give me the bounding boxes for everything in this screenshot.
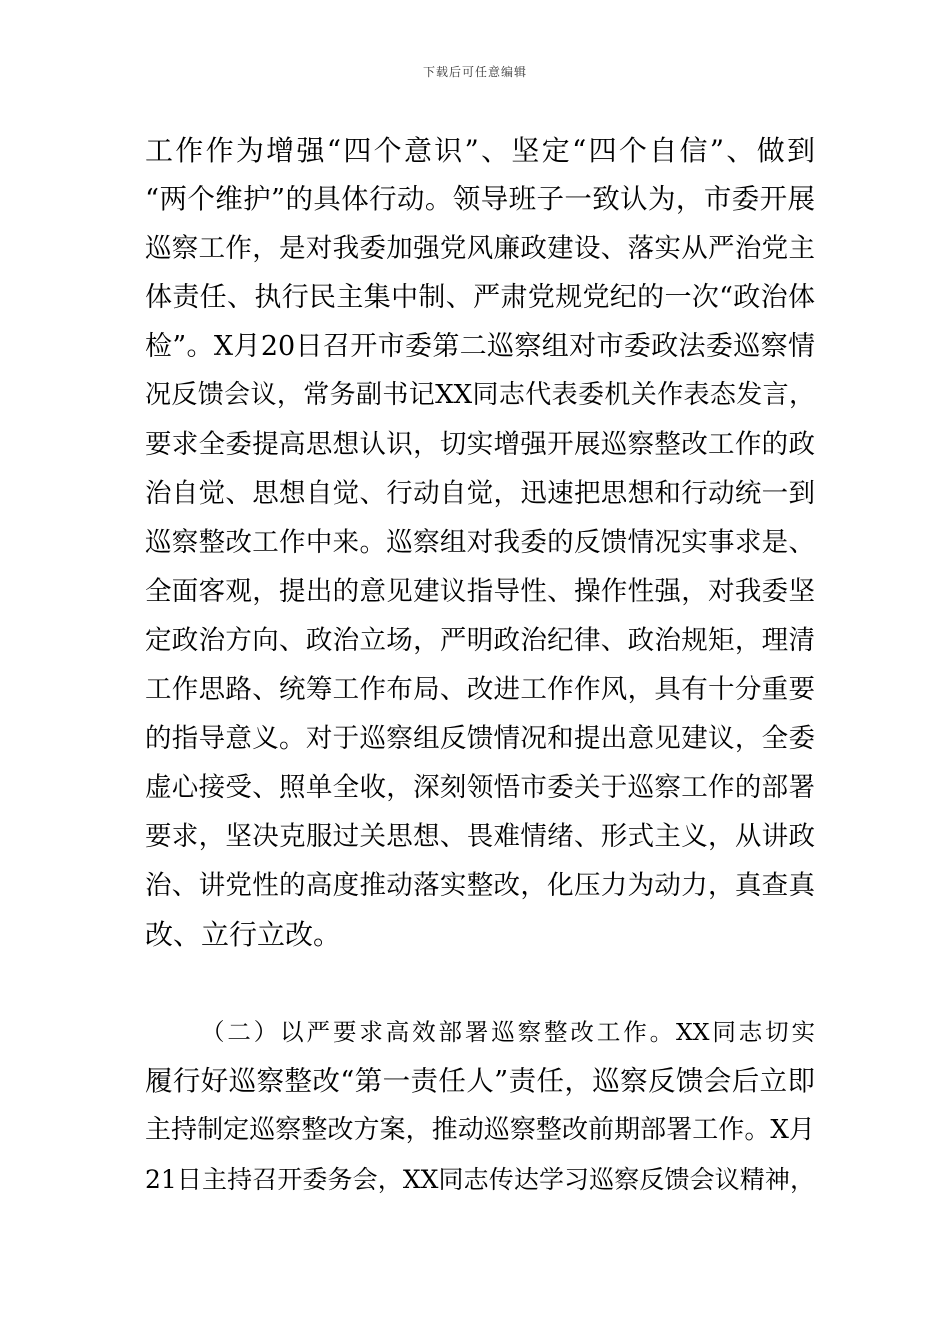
paragraph-line: 况反馈会议，常务副书记XX同志代表委机关作表态发言， xyxy=(145,380,815,410)
paragraph-2 xyxy=(145,1008,815,1204)
paragraph-line: 主持制定巡察整改方案，推动巡察整改前期部署工作。X月 xyxy=(145,1115,815,1145)
paragraph-line: 工作思路、统筹工作布局、改进工作作风，具有十分重要 xyxy=(145,674,815,705)
paragraph-line: 改、立行立改。 xyxy=(145,918,342,951)
paragraph-line: 巡察工作，是对我委加强党风廉政建设、落实从严治党主 xyxy=(145,233,815,264)
paragraph-line: 21日主持召开委务会，XX同志传达学习巡察反馈会议精神， xyxy=(145,1165,815,1194)
document-body xyxy=(145,126,815,1204)
paragraph-line: 体责任、执行民主集中制、严肃党规党纪的一次“政治体 xyxy=(145,282,815,313)
paragraph-line: 巡察整改工作中来。巡察组对我委的反馈情况实事求是、 xyxy=(145,527,815,558)
paragraph-line: 全面客观，提出的意见建议指导性、操作性强，对我委坚 xyxy=(145,576,815,607)
paragraph-line: （二）以严要求高效部署巡察整改工作。XX同志切实 xyxy=(201,1018,815,1046)
paragraph-line: 的指导意义。对于巡察组反馈情况和提出意见建议，全委 xyxy=(145,723,815,754)
page-header: 下载后可任意编辑 xyxy=(422,65,527,79)
paragraph-line: 治自觉、思想自觉、行动自觉，迅速把思想和行动统一到 xyxy=(145,478,815,509)
paragraph-1 xyxy=(145,126,815,959)
paragraph-line: 检”。X月20日召开市委第二巡察组对市委政法委巡察情 xyxy=(145,331,815,362)
paragraph-line: 履行好巡察整改“第一责任人”责任，巡察反馈会后立即 xyxy=(145,1065,815,1097)
paragraph-line: 虚心接受、照单全收，深刻领悟市委关于巡察工作的部署 xyxy=(145,772,815,803)
paragraph-line: “两个维护”的具体行动。领导班子一致认为，市委开展 xyxy=(145,183,815,215)
paragraph-line: 要求，坚决克服过关思想、畏难情绪、形式主义，从讲政 xyxy=(145,821,815,852)
paragraph-line: 工作作为增强“四个意识”、坚定“四个自信”、做到 xyxy=(145,134,815,167)
paragraph-spacer xyxy=(145,959,815,1008)
paragraph-line: 治、讲党性的高度推动落实整改，化压力为动力，真查真 xyxy=(145,870,815,901)
paragraph-line: 定政治方向、政治立场，严明政治纪律、政治规矩，理清 xyxy=(145,625,815,656)
paragraph-line: 要求全委提高思想认识，切实增强开展巡察整改工作的政 xyxy=(145,429,815,460)
